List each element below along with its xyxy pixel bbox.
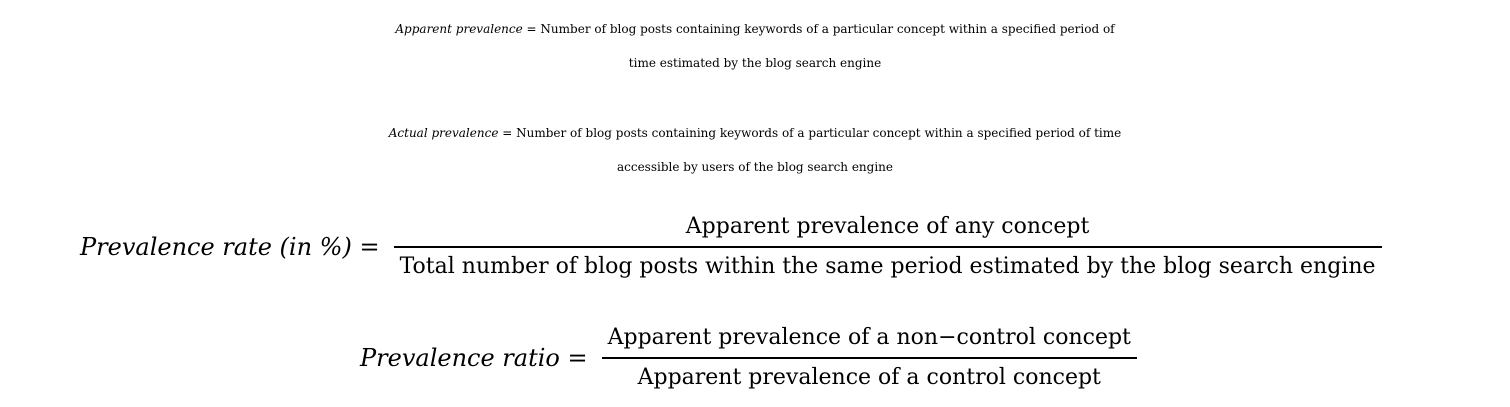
equals-sign: = xyxy=(498,126,517,140)
actual-prevalence-term: Actual prevalence xyxy=(388,126,499,140)
apparent-prevalence-text-2: time estimated by the blog search engine xyxy=(628,56,882,70)
apparent-prevalence-definition xyxy=(0,12,1510,80)
prevalence-ratio-lhs: Prevalence ratio = xyxy=(360,344,588,372)
actual-prevalence-text-1: Number of blog posts containing keywords of a particular concept within a specified period of time xyxy=(516,126,1122,140)
prevalence-rate-denominator: Total number of blog posts within the same period estimated by the blog search engine xyxy=(399,254,1376,279)
prevalence-rate-numerator: Apparent prevalence of any concept xyxy=(685,214,1090,239)
actual-prevalence-text-2: accessible by users of the blog search engine xyxy=(616,160,894,174)
prevalence-ratio-denominator: Apparent prevalence of a control concept xyxy=(637,365,1101,390)
prevalence-rate-lhs: Prevalence rate (in %) = xyxy=(80,233,380,261)
prevalence-rate-fraction xyxy=(394,212,1382,282)
actual-prevalence-line-1 xyxy=(0,116,1510,150)
prevalence-ratio-numerator: Apparent prevalence of a non−control concept xyxy=(607,325,1131,350)
apparent-prevalence-line-1 xyxy=(0,12,1510,46)
prevalence-rate-formula xyxy=(80,212,1382,282)
equals-sign: = xyxy=(522,22,541,36)
prevalence-ratio-formula xyxy=(360,323,1137,393)
prevalence-ratio-fraction xyxy=(602,323,1137,393)
apparent-prevalence-term: Apparent prevalence xyxy=(395,22,523,36)
apparent-prevalence-text-1: Number of blog posts containing keywords of a particular concept within a specified period of xyxy=(540,22,1115,36)
actual-prevalence-definition xyxy=(0,116,1510,184)
